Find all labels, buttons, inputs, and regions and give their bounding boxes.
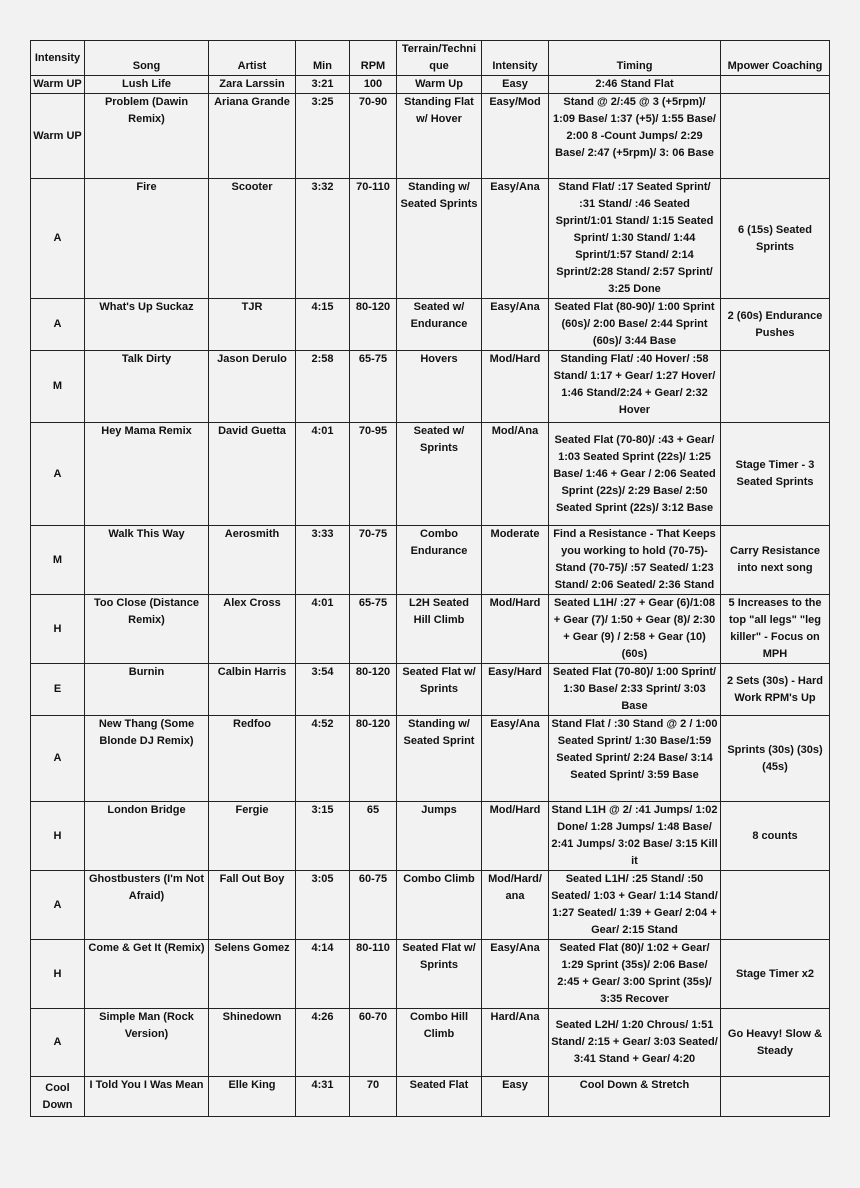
row-min: 3:33: [296, 526, 350, 595]
table-row: [31, 423, 830, 526]
row-terrain: Jumps: [397, 802, 482, 871]
row-intensity-level: Easy/Ana: [482, 299, 549, 351]
header-terrain: Terrain/Technique: [397, 41, 482, 76]
row-terrain: Seated w/ Sprints: [397, 423, 482, 526]
row-intensity: M: [31, 351, 85, 423]
row-coaching: Go Heavy! Slow & Steady: [721, 1009, 830, 1077]
row-intensity-level: Mod/Hard: [482, 595, 549, 664]
row-artist: Zara Larssin: [209, 76, 296, 94]
row-intensity-level: Easy/Ana: [482, 179, 549, 299]
row-rpm: 65-75: [350, 595, 397, 664]
row-intensity: Cool Down: [31, 1077, 85, 1117]
row-coaching: Sprints (30s) (30s) (45s): [721, 716, 830, 802]
row-intensity: A: [31, 1009, 85, 1077]
row-song: Hey Mama Remix: [85, 423, 209, 526]
row-rpm: 70-110: [350, 179, 397, 299]
table-row: [31, 802, 830, 871]
row-intensity: H: [31, 802, 85, 871]
row-intensity: A: [31, 871, 85, 940]
row-rpm: 70-75: [350, 526, 397, 595]
row-timing: Find a Resistance - That Keeps you working to hold (70-75)- Stand (70-75)/ :57 Seated/ 1:23 Stand/ 2:06 Seated/ 2:36 Stand: [549, 526, 721, 595]
row-intensity-level: Moderate: [482, 526, 549, 595]
header-rpm: RPM: [350, 41, 397, 76]
row-intensity-level: Hard/Ana: [482, 1009, 549, 1077]
row-coaching: Stage Timer - 3 Seated Sprints: [721, 423, 830, 526]
row-coaching: Carry Resistance into next song: [721, 526, 830, 595]
row-terrain: Standing Flat w/ Hover: [397, 94, 482, 179]
row-intensity-level: Easy/Hard: [482, 664, 549, 716]
row-song: Ghostbusters (I'm Not Afraid): [85, 871, 209, 940]
row-min: 4:52: [296, 716, 350, 802]
row-terrain: Combo Hill Climb: [397, 1009, 482, 1077]
row-rpm: 80-110: [350, 940, 397, 1009]
row-timing: Seated Flat (70-80)/ 1:00 Sprint/ 1:30 Base/ 2:33 Sprint/ 3:03 Base: [549, 664, 721, 716]
row-terrain: Seated Flat w/ Sprints: [397, 940, 482, 1009]
row-rpm: 65-75: [350, 351, 397, 423]
row-coaching: 5 Increases to the top "all legs" "leg killer" - Focus on MPH: [721, 595, 830, 664]
row-song: Simple Man (Rock Version): [85, 1009, 209, 1077]
row-artist: TJR: [209, 299, 296, 351]
row-song: Too Close (Distance Remix): [85, 595, 209, 664]
header-min: Min: [296, 41, 350, 76]
row-rpm: 65: [350, 802, 397, 871]
row-min: 4:01: [296, 595, 350, 664]
row-timing: Seated Flat (80-90)/ 1:00 Sprint (60s)/ 2:00 Base/ 2:44 Sprint (60s)/ 3:44 Base: [549, 299, 721, 351]
row-terrain: Seated w/ Endurance: [397, 299, 482, 351]
row-artist: David Guetta: [209, 423, 296, 526]
row-intensity: A: [31, 716, 85, 802]
row-intensity: Warm UP: [31, 94, 85, 179]
row-coaching: [721, 76, 830, 94]
table-row: [31, 1009, 830, 1077]
row-min: 2:58: [296, 351, 350, 423]
row-rpm: 100: [350, 76, 397, 94]
row-timing: Seated L1H/ :27 + Gear (6)/1:08 + Gear (7)/ 1:50 + Gear (8)/ 2:30 + Gear (9) / 2:58 + Gear (10) (60s): [549, 595, 721, 664]
row-timing: Seated L2H/ 1:20 Chrous/ 1:51 Stand/ 2:15 + Gear/ 3:03 Seated/ 3:41 Stand + Gear/ 4:20: [549, 1009, 721, 1077]
row-artist: Jason Derulo: [209, 351, 296, 423]
row-min: 3:54: [296, 664, 350, 716]
row-min: 3:25: [296, 94, 350, 179]
row-rpm: 60-75: [350, 871, 397, 940]
row-song: Come & Get It (Remix): [85, 940, 209, 1009]
row-intensity: A: [31, 299, 85, 351]
row-song: Burnin: [85, 664, 209, 716]
row-intensity-level: Mod/Ana: [482, 423, 549, 526]
row-song: Walk This Way: [85, 526, 209, 595]
row-terrain: Combo Climb: [397, 871, 482, 940]
table-row: [31, 76, 830, 94]
row-rpm: 70: [350, 1077, 397, 1117]
row-intensity-level: Easy/Ana: [482, 716, 549, 802]
table-row: [31, 871, 830, 940]
row-coaching: [721, 351, 830, 423]
header-artist: Artist: [209, 41, 296, 76]
row-artist: Selens Gomez: [209, 940, 296, 1009]
header-coaching: Mpower Coaching: [721, 41, 830, 76]
row-artist: Calbin Harris: [209, 664, 296, 716]
row-timing: Seated Flat (80)/ 1:02 + Gear/ 1:29 Sprint (35s)/ 2:06 Base/ 2:45 + Gear/ 3:00 Sprint (35s)/ 3:35 Recover: [549, 940, 721, 1009]
row-intensity-level: Easy/Mod: [482, 94, 549, 179]
row-artist: Elle King: [209, 1077, 296, 1117]
row-artist: Alex Cross: [209, 595, 296, 664]
table-row: [31, 716, 830, 802]
row-terrain: Seated Flat w/ Sprints: [397, 664, 482, 716]
row-min: 4:14: [296, 940, 350, 1009]
row-artist: Fall Out Boy: [209, 871, 296, 940]
row-terrain: Standing w/ Seated Sprints: [397, 179, 482, 299]
row-intensity-level: Easy/Ana: [482, 940, 549, 1009]
row-intensity-level: Easy: [482, 1077, 549, 1117]
row-intensity-level: Mod/Hard/ ana: [482, 871, 549, 940]
row-intensity: H: [31, 595, 85, 664]
row-intensity: A: [31, 179, 85, 299]
row-min: 4:15: [296, 299, 350, 351]
row-min: 3:21: [296, 76, 350, 94]
row-intensity: E: [31, 664, 85, 716]
header-song: Song: [85, 41, 209, 76]
row-song: Lush Life: [85, 76, 209, 94]
row-coaching: 2 (60s) Endurance Pushes: [721, 299, 830, 351]
row-terrain: Warm Up: [397, 76, 482, 94]
table-row: [31, 179, 830, 299]
row-timing: Standing Flat/ :40 Hover/ :58 Stand/ 1:17 + Gear/ 1:27 Hover/ 1:46 Stand/2:24 + Gear/ 2:32 Hover: [549, 351, 721, 423]
row-song: London Bridge: [85, 802, 209, 871]
row-song: Talk Dirty: [85, 351, 209, 423]
row-intensity: M: [31, 526, 85, 595]
row-artist: Redfoo: [209, 716, 296, 802]
row-intensity-level: Mod/Hard: [482, 351, 549, 423]
row-timing: Stand L1H @ 2/ :41 Jumps/ 1:02 Done/ 1:28 Jumps/ 1:48 Base/ 2:41 Jumps/ 3:02 Base/ 3:15 Kill it: [549, 802, 721, 871]
row-rpm: 80-120: [350, 716, 397, 802]
row-terrain: Standing w/ Seated Sprint: [397, 716, 482, 802]
row-song: I Told You I Was Mean: [85, 1077, 209, 1117]
row-coaching: Stage Timer x2: [721, 940, 830, 1009]
row-min: 3:32: [296, 179, 350, 299]
row-timing: Cool Down & Stretch: [549, 1077, 721, 1117]
class-schedule-table: [30, 40, 830, 1117]
row-coaching: [721, 94, 830, 179]
row-terrain: L2H Seated Hill Climb: [397, 595, 482, 664]
table-row: [31, 1077, 830, 1117]
row-intensity: Warm UP: [31, 76, 85, 94]
row-timing: Stand Flat/ :17 Seated Sprint/ :31 Stand/ :46 Seated Sprint/1:01 Stand/ 1:15 Seated Sprint/ 1:30 Stand/ 1:44 Sprint/1:57 Stand/ 2:14 Sprint/2:28 Stand/ 2:57 Sprint/ 3:25 Done: [549, 179, 721, 299]
row-rpm: 60-70: [350, 1009, 397, 1077]
table-row: [31, 664, 830, 716]
row-intensity: A: [31, 423, 85, 526]
table-row: [31, 299, 830, 351]
row-artist: Scooter: [209, 179, 296, 299]
row-coaching: [721, 871, 830, 940]
row-terrain: Seated Flat: [397, 1077, 482, 1117]
row-intensity: H: [31, 940, 85, 1009]
row-artist: Fergie: [209, 802, 296, 871]
header-intensity: Intensity: [31, 41, 85, 76]
header-timing: Timing: [549, 41, 721, 76]
row-intensity-level: Mod/Hard: [482, 802, 549, 871]
row-rpm: 80-120: [350, 664, 397, 716]
row-coaching: 8 counts: [721, 802, 830, 871]
row-rpm: 80-120: [350, 299, 397, 351]
row-artist: Ariana Grande: [209, 94, 296, 179]
header-row: [31, 41, 830, 76]
row-artist: Shinedown: [209, 1009, 296, 1077]
row-intensity-level: Easy: [482, 76, 549, 94]
row-min: 4:01: [296, 423, 350, 526]
row-coaching: [721, 1077, 830, 1117]
row-min: 3:05: [296, 871, 350, 940]
table-row: [31, 940, 830, 1009]
row-artist: Aerosmith: [209, 526, 296, 595]
row-song: Problem (Dawin Remix): [85, 94, 209, 179]
row-coaching: 6 (15s) Seated Sprints: [721, 179, 830, 299]
row-timing: 2:46 Stand Flat: [549, 76, 721, 94]
row-timing: Stand Flat / :30 Stand @ 2 / 1:00 Seated Sprint/ 1:30 Base/1:59 Seated Sprint/ 2:24 Base/ 3:14 Seated Sprint/ 3:59 Base: [549, 716, 721, 802]
header-intensity-level: Intensity: [482, 41, 549, 76]
table-row: [31, 94, 830, 179]
table-row: [31, 351, 830, 423]
table-row: [31, 595, 830, 664]
row-timing: Seated L1H/ :25 Stand/ :50 Seated/ 1:03 + Gear/ 1:14 Stand/ 1:27 Seated/ 1:39 + Gear/ 2:04 + Gear/ 2:15 Stand: [549, 871, 721, 940]
row-terrain: Combo Endurance: [397, 526, 482, 595]
row-song: New Thang (Some Blonde DJ Remix): [85, 716, 209, 802]
row-min: 3:15: [296, 802, 350, 871]
row-terrain: Hovers: [397, 351, 482, 423]
row-song: Fire: [85, 179, 209, 299]
row-min: 4:26: [296, 1009, 350, 1077]
table-row: [31, 526, 830, 595]
row-timing: Stand @ 2/:45 @ 3 (+5rpm)/ 1:09 Base/ 1:37 (+5)/ 1:55 Base/ 2:00 8 -Count Jumps/ 2:29 Base/ 2:47 (+5rpm)/ 3: 06 Base: [549, 94, 721, 179]
row-min: 4:31: [296, 1077, 350, 1117]
row-rpm: 70-90: [350, 94, 397, 179]
row-timing: Seated Flat (70-80)/ :43 + Gear/ 1:03 Seated Sprint (22s)/ 1:25 Base/ 1:46 + Gear / 2:06 Seated Sprint (22s)/ 2:29 Base/ 2:50 Seated Sprint (22s)/ 3:12 Base: [549, 423, 721, 526]
row-song: What's Up Suckaz: [85, 299, 209, 351]
row-rpm: 70-95: [350, 423, 397, 526]
row-coaching: 2 Sets (30s) - Hard Work RPM's Up: [721, 664, 830, 716]
